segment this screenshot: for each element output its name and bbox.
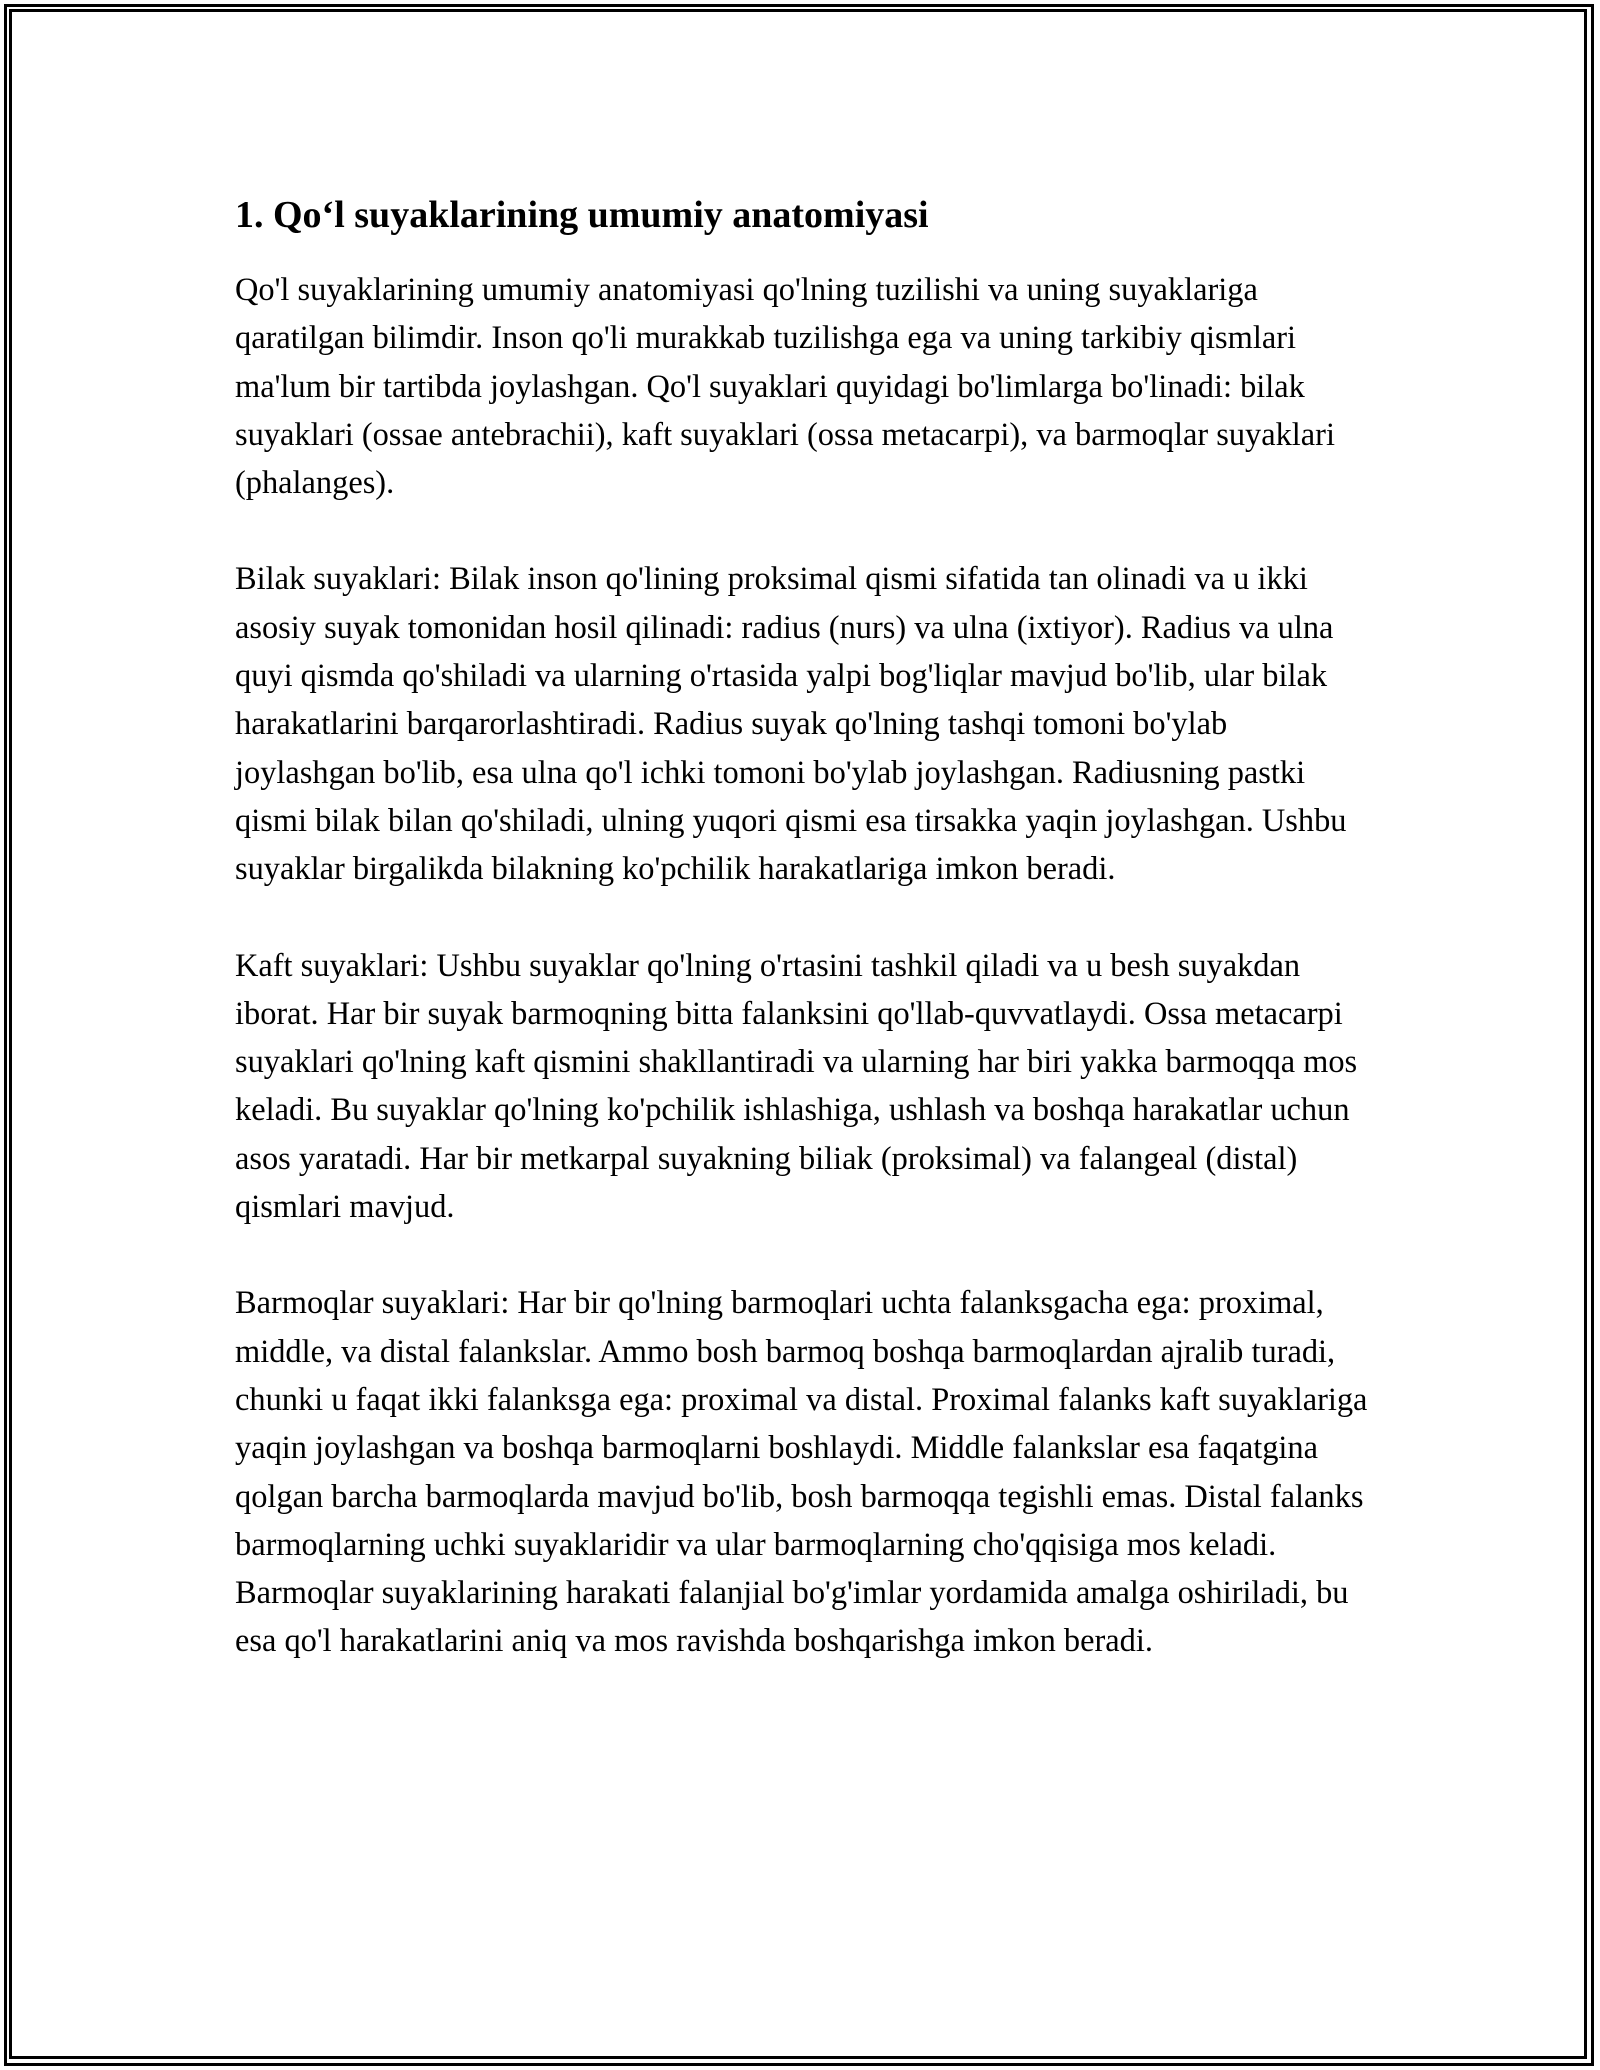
paragraph-intro: Qo'l suyaklarining umumiy anatomiyasi qo'lning tuzilishi va uning suyaklariga qaratilgan bilimdir. Inson qo'li murakkab tuzilishga ega va uning tarkibiy qismlari ma'lum bir tartibda joylashgan. Qo'l suyaklari quyidagi bo'limlarga bo'linadi: bilak suyaklari (ossae antebrachii), kaft suyaklari (ossa metacarpi), va barmoqlar suyaklari (phalanges). xyxy=(235,272,1335,502)
paragraph-finger-bones: Barmoqlar suyaklari: Har bir qo'lning barmoqlari uchta falanksgacha ega: proximal, middle, va distal falankslar. Ammo bosh barmoq boshqa barmoqlardan ajralib turadi, chunki u faqat ikki falanksga ega: proximal va distal. Proximal falanks kaft suyaklariga yaqin joylashgan va boshqa barmoqlarni boshlaydi. Middle falankslar esa faqatgina qolgan barcha barmoqlarda mavjud bo'lib, bosh barmoqqa tegishli emas. Distal falanks barmoqlarning uchki suyaklaridir va ular barmoqlarning cho'qqisiga mos keladi. Barmoqlar suyaklarining harakati falanjial bo'g'imlar yordamida amalga oshiriladi, bu esa qo'l harakatlarini aniq va mos ravishda boshqarishga imkon beradi. xyxy=(235,1285,1368,1660)
paragraph-metacarpal-bones: Kaft suyaklari: Ushbu suyaklar qo'lning o'rtasini tashkil qiladi va u besh suyakdan iborat. Har bir suyak barmoqning bitta falanksini qo'llab-quvvatlaydi. Ossa metacarpi suyaklari qo'lning kaft qismini shakllantiradi va ularning har biri yakka barmoqqa mos keladi. Bu suyaklar qo'lning ko'pchilik ishlashiga, ushlash va boshqa harakatlar uchun asos yaratadi. Har bir metkarpal suyakning biliak (proksimal) va falangeal (distal) qismlari mavjud. xyxy=(235,947,1358,1226)
paragraph-forearm-bones: Bilak suyaklari: Bilak inson qo'lining proksimal qismi sifatida tan olinadi va u ikki asosiy suyak tomonidan hosil qilinadi: radius (nurs) va ulna (ixtiyor). Radius va ulna quyi qismda qo'shiladi va ularning o'rtasida yalpi bog'liqlar mavjud bo'lib, ular bilak harakatlarini barqarorlashtiradi. Radius suyak qo'lning tashqi tomoni bo'ylab joylashgan bo'lib, esa ulna qo'l ichki tomoni bo'ylab joylashgan. Radiusning pastki qismi bilak bilan qo'shiladi, ulning yuqori qismi esa tirsakka yaqin joylashgan. Ushbu suyaklar birgalikda bilakning ko'pchilik harakatlariga imkon beradi. xyxy=(235,561,1347,888)
document-body xyxy=(235,190,1375,1714)
section-heading: 1. Qo‘l suyaklarining umumiy anatomiyasi xyxy=(235,194,929,236)
